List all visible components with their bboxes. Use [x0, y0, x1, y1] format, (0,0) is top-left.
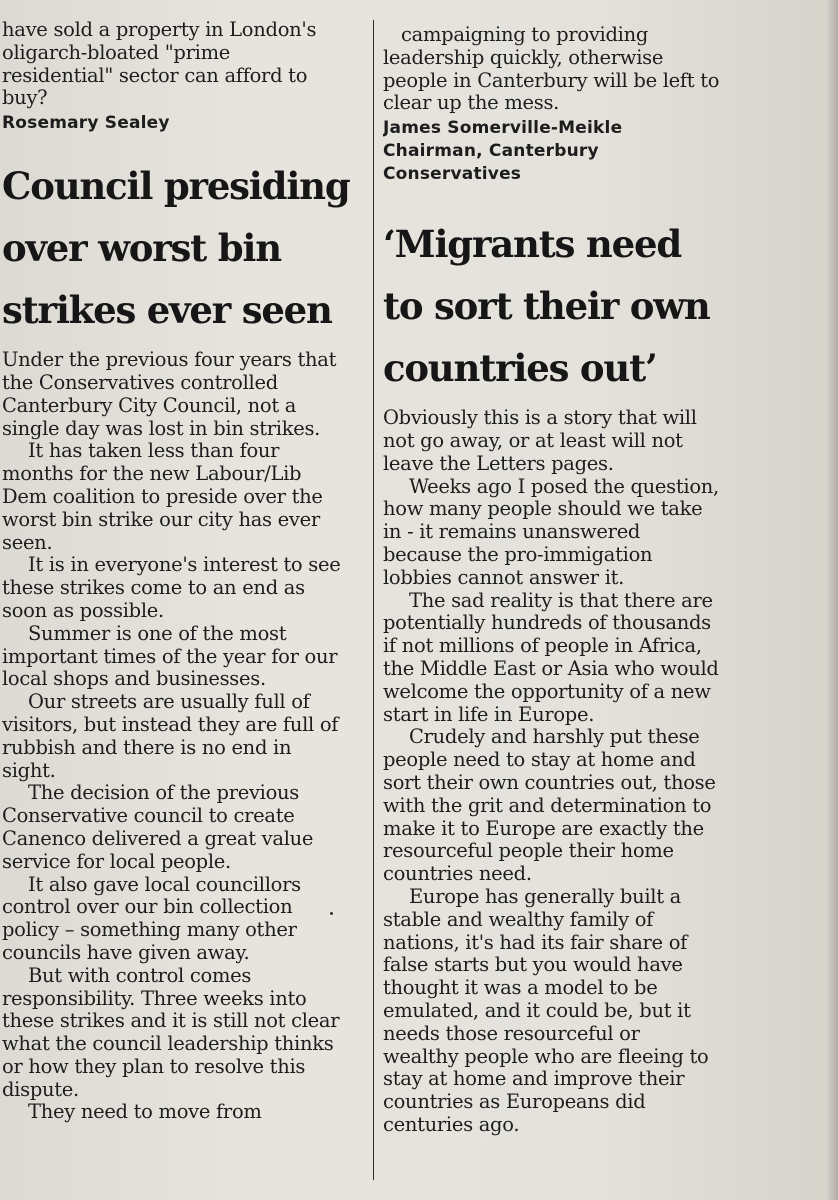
body-line: service for local people. [2, 849, 231, 873]
body-line: the Conservatives controlled [2, 370, 278, 394]
body-line: sight. [2, 758, 56, 782]
body-line: Obviously this is a story that will [383, 406, 697, 430]
body-line: emulated, and it could be, but it [383, 998, 691, 1022]
body-line: lobbies cannot answer it. [383, 565, 625, 589]
body-line: nations, it's had its fair share of [383, 930, 688, 954]
body-line: Europe has generally built a [409, 884, 681, 908]
body-line: how many people should we take [383, 497, 703, 521]
headline-line: countries out’ [383, 346, 657, 391]
body-line: what the council leadership thinks [2, 1032, 334, 1056]
body-line: Summer is one of the most [28, 621, 287, 645]
body-line: campaigning to providing [401, 23, 649, 46]
body-line: It also gave local councillors [28, 872, 301, 896]
body-line: wealthy people who are fleeing to [383, 1044, 709, 1068]
body-line: policy – something many other [2, 918, 297, 942]
paragraph [2, 965, 364, 1102]
paragraph [383, 407, 823, 475]
body-line: thought it was a model to be [383, 976, 658, 1000]
paragraph [383, 726, 823, 886]
body-line: Crudely and harshly put these [409, 725, 700, 749]
body-line: It is in everyone's interest to see [28, 553, 341, 577]
body-line: buy? [2, 86, 48, 110]
body-line: Conservative council to create [2, 804, 295, 828]
body-line: centuries ago. [383, 1112, 520, 1136]
paragraph [383, 886, 823, 1137]
body-line: oligarch-bloated "prime [2, 40, 230, 64]
right-column [383, 0, 823, 1137]
body-line: if not millions of people in Africa, [383, 634, 702, 658]
body-line: leadership quickly, otherwise [383, 45, 664, 69]
body-line: have sold a property in London's [2, 18, 317, 41]
headline-line: over worst bin [2, 226, 281, 271]
body-line: visitors, but instead they are full of [2, 712, 339, 736]
body-line: The sad reality is that there are [409, 588, 713, 612]
headline-migrants [383, 213, 823, 399]
body-line: Under the previous four years that [2, 348, 337, 372]
body-line: because the pro-immigation [383, 542, 653, 566]
body-line: these strikes and it is still not clear [2, 1009, 340, 1033]
paragraph [2, 874, 364, 965]
body-line: single day was lost in bin strikes. [2, 416, 321, 440]
headline-line: ‘Migrants need [383, 222, 681, 267]
body-line: They need to move from [28, 1100, 262, 1124]
letter-signature: Rosemary Sealey [2, 113, 170, 134]
body-line: make it to Europe are exactly the [383, 816, 704, 840]
paragraph [2, 349, 364, 440]
headline-line: strikes ever seen [2, 288, 332, 333]
body-line: Dem coalition to preside over the [2, 484, 323, 508]
paragraph [2, 440, 364, 554]
body-line: months for the new Labour/Lib [2, 462, 302, 486]
body-line: people in Canterbury will be left to [383, 68, 720, 92]
body-line: local shops and businesses. [2, 667, 266, 691]
letter-top-left [2, 19, 364, 135]
body-line: It has taken less than four [28, 439, 280, 463]
body-line: leave the Letters pages. [383, 451, 614, 475]
body-line: soon as possible. [2, 598, 164, 622]
body-line: stable and wealthy family of [383, 907, 654, 931]
letter-top-right [383, 24, 823, 186]
paragraph [383, 590, 823, 727]
body-line: welcome the opportunity of a new [383, 679, 711, 703]
body-line: important times of the year for our [2, 644, 338, 668]
paragraph [2, 691, 364, 782]
body-line: The decision of the previous [28, 781, 300, 805]
body-line: Canenco delivered a great value [2, 826, 314, 850]
body-line: or how they plan to resolve this [2, 1054, 306, 1078]
body-line: not go away, or at least will not [383, 428, 683, 452]
body-line: dispute. [2, 1077, 79, 1101]
body-line: people need to stay at home and [383, 748, 696, 772]
body-line: clear up the mess. [383, 91, 560, 115]
left-column [2, 0, 364, 1124]
headline-line: Council presiding [2, 164, 350, 209]
letter-signature-title: Chairman, Canterbury [383, 141, 599, 162]
paragraph [2, 623, 364, 691]
paragraph [383, 476, 823, 590]
letter-signature-title: Conservatives [383, 164, 522, 185]
body-line: stay at home and improve their [383, 1067, 685, 1091]
column-divider [373, 20, 374, 1180]
body-line: worst bin strike our city has ever [2, 507, 320, 531]
body-line: sort their own countries out, those [383, 770, 716, 794]
paragraph [2, 782, 364, 873]
body-line: start in life in Europe. [383, 702, 595, 726]
body-line: countries as Europeans did [383, 1090, 646, 1114]
body-line: with the grit and determination to [383, 793, 712, 817]
paragraph [2, 1101, 364, 1124]
body-line: the Middle East or Asia who would [383, 656, 719, 680]
body-line: rubbish and there is no end in [2, 735, 292, 759]
body-line: Weeks ago I posed the question, [409, 474, 719, 498]
body-line: seen. [2, 530, 53, 554]
headline-bins [2, 155, 364, 341]
headline-line: to sort their own [383, 284, 710, 329]
body-line: these strikes come to an end as [2, 576, 305, 600]
body-line: control over our bin collection [2, 895, 293, 919]
body-line: residential" sector can afford to [2, 63, 308, 87]
body-line: resourceful people their home [383, 839, 674, 863]
letter-signature: James Somerville-Meikle [383, 118, 623, 139]
page-fold-shadow [826, 0, 838, 1200]
body-line: countries need. [383, 862, 532, 886]
body-line: But with control comes [28, 963, 252, 987]
article-bins-body [2, 349, 364, 1124]
paragraph [2, 554, 364, 622]
body-line: needs those resourceful or [383, 1021, 640, 1045]
body-line: potentially hundreds of thousands [383, 611, 711, 635]
article-migrants-body [383, 407, 823, 1137]
body-line: responsibility. Three weeks into [2, 986, 307, 1010]
body-line: false starts but you would have [383, 953, 683, 977]
body-line: in - it remains unanswered [383, 520, 641, 544]
body-line: councils have given away. [2, 940, 250, 964]
body-line: Canterbury City Council, not a [2, 393, 297, 417]
body-line: Our streets are usually full of [28, 690, 310, 714]
